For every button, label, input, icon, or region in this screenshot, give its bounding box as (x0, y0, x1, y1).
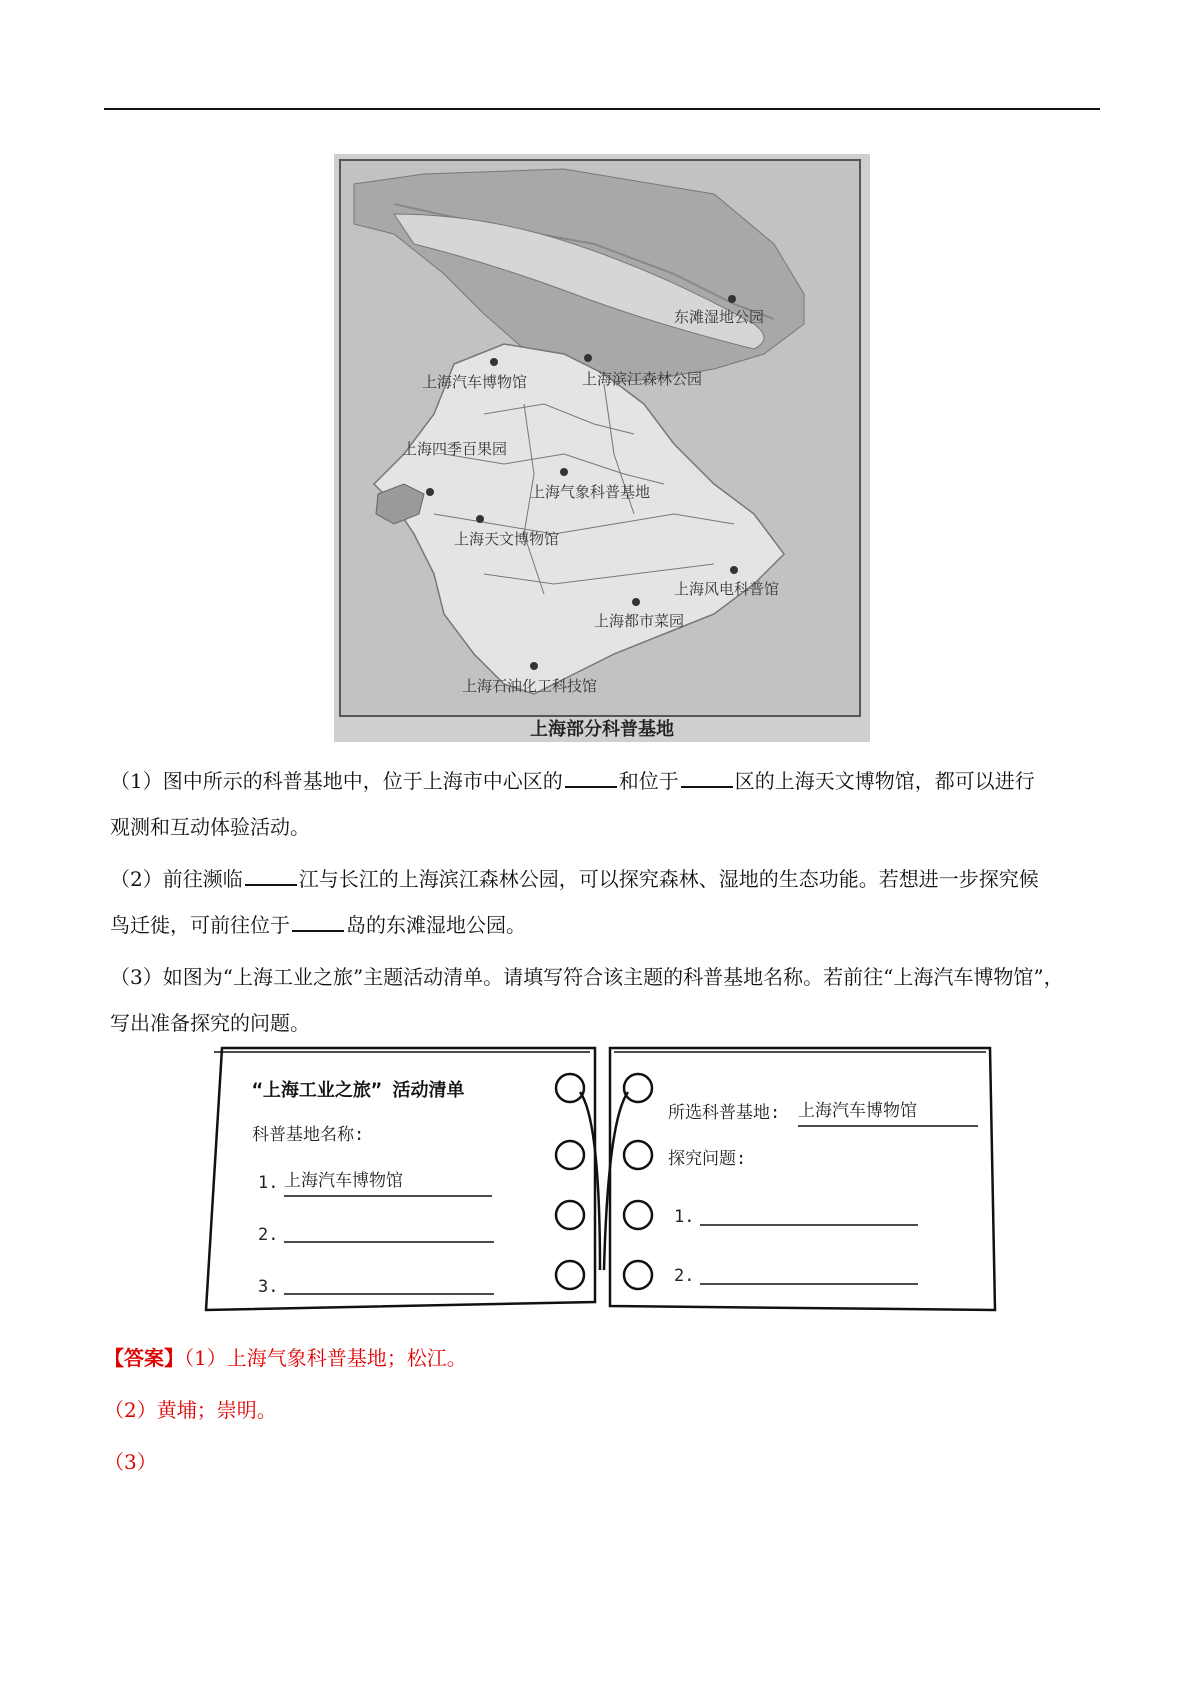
base-name-label: 科普基地名称: (252, 1125, 365, 1145)
selected-base-label: 所选科普基地: (668, 1103, 781, 1123)
svg-text:2.: 2. (258, 1225, 279, 1245)
svg-text:2.: 2. (674, 1266, 695, 1286)
svg-text:上海四季百果园: 上海四季百果园 (402, 440, 508, 458)
answer-1: 【答案】（1）上海气象科普基地；松江。 (104, 1346, 467, 1370)
blank-2 (681, 764, 733, 788)
svg-text:1.: 1. (258, 1173, 279, 1193)
blank-4 (292, 908, 344, 932)
svg-text:上海风电科普馆: 上海风电科普馆 (674, 580, 780, 598)
svg-text:上海滨江森林公园: 上海滨江森林公园 (582, 370, 703, 388)
svg-text:上海石油化工科技馆: 上海石油化工科技馆 (462, 677, 598, 695)
blank-3 (245, 862, 297, 886)
inquiry-question-label: 探究问题: (668, 1149, 747, 1169)
question-1: （1）图中所示的科普基地中，位于上海市中心区的 和位于 区的上海天文博物馆，都可以进行 观测和互动体验活动。 (110, 758, 1100, 850)
blank-1 (565, 764, 617, 788)
svg-text:1.: 1. (674, 1207, 695, 1227)
activity-checklist-notebook (200, 1040, 1005, 1330)
svg-text:上海汽车博物馆: 上海汽车博物馆 (422, 373, 528, 391)
question-3: （3）如图为“上海工业之旅”主题活动清单。请填写符合该主题的科普基地名称。若前往“上海汽车博物馆”， 写出准备探究的问题。 (110, 965, 1064, 1035)
map-title: 上海部分科普基地 (530, 719, 674, 740)
svg-text:东滩湿地公园: 东滩湿地公园 (674, 308, 765, 326)
answer-3: （3） (104, 1450, 157, 1474)
svg-text:3.: 3. (258, 1277, 279, 1297)
checklist-title: “上海工业之旅” 活动清单 (252, 1080, 465, 1101)
map-svg (334, 154, 870, 742)
answer-2: （2）黄埔；崇明。 (104, 1398, 277, 1422)
top-rule (104, 108, 1100, 110)
selected-base-value: 上海汽车博物馆 (798, 1101, 917, 1121)
base-name-1: 上海汽车博物馆 (284, 1171, 403, 1191)
shanghai-map-figure (334, 154, 870, 742)
svg-text:上海天文博物馆: 上海天文博物馆 (454, 530, 560, 548)
answer-tag: 【答案】 (104, 1346, 184, 1370)
svg-text:上海都市菜园: 上海都市菜园 (594, 612, 685, 630)
svg-text:上海气象科普基地: 上海气象科普基地 (530, 483, 651, 501)
question-2: （2）前往濒临 江与长江的上海滨江森林公园，可以探究森林、湿地的生态功能。若想进一步探究候 鸟迁徙，可前往位于 岛的东滩湿地公园。 (110, 856, 1100, 948)
